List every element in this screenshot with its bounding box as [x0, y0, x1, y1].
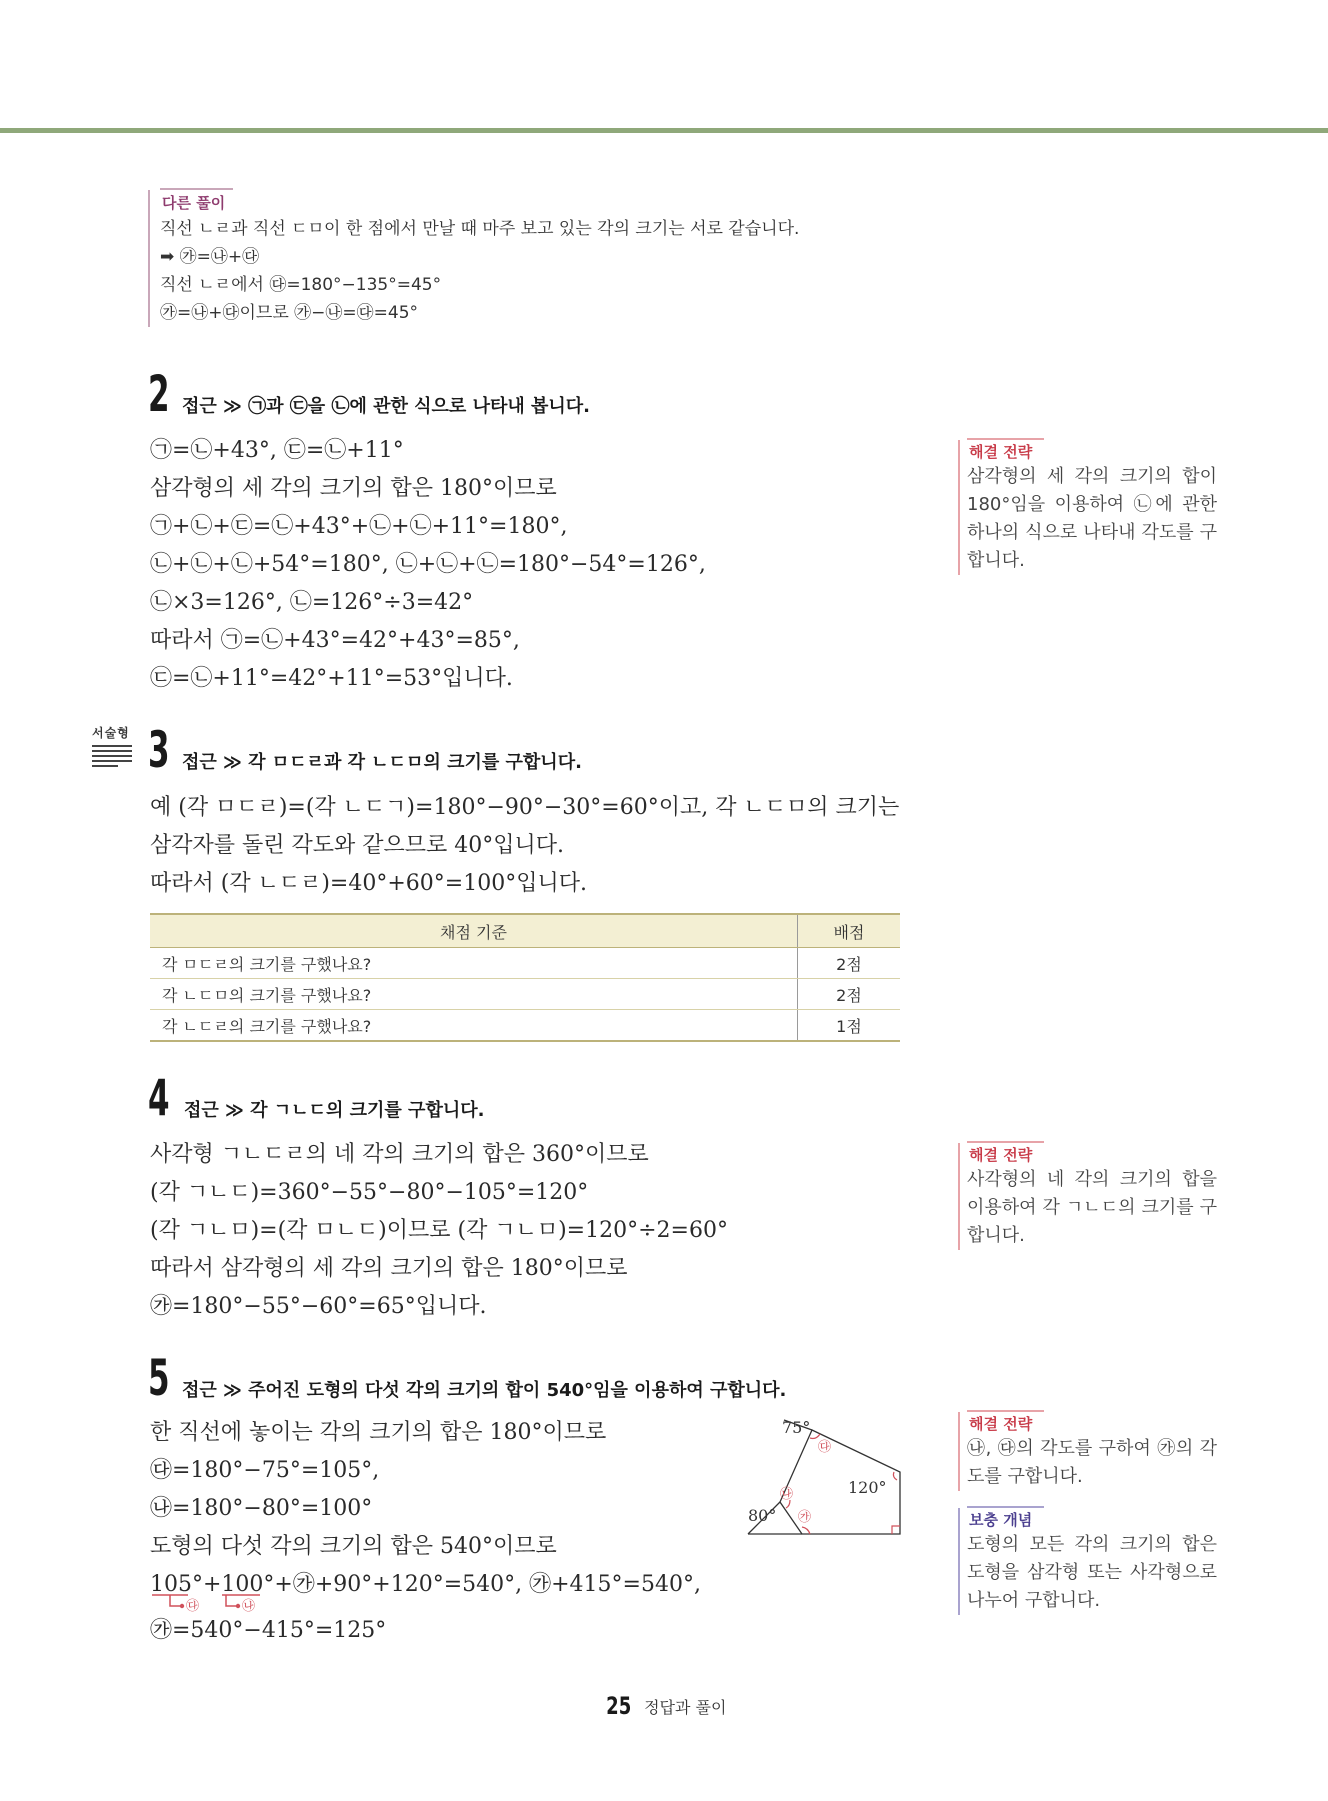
table-row [150, 979, 900, 1010]
table-row [150, 1010, 900, 1042]
section-2-line: 따라서 ㉠=㉡+43°=42°+43°=85°, [150, 628, 520, 653]
section-5-line: ㉰=180°−75°=105°, [150, 1458, 380, 1483]
section-2-title: 접근 ≫ ㉠과 ㉢을 ㉡에 관한 식으로 나타내 봅니다. [182, 396, 591, 417]
section-4-line: ㉮=180°−55°−60°=65°입니다. [150, 1294, 487, 1319]
concept-title: 보충 개념 [967, 1506, 1044, 1531]
section-4-strategy-box [958, 1143, 1217, 1250]
section-3-title: 접근 ≫ 각 ㅁㄷㄹ과 각 ㄴㄷㅁ의 크기를 구합니다. [182, 752, 582, 773]
section-5-line: 한 직선에 놓이는 각의 크기의 합은 180°이므로 [150, 1420, 607, 1445]
strategy-body: 삼각형의 세 각의 크기의 합이 180°임을 이용하여 ㉡에 관한 하나의 식으로 나타내 각도를 구합니다. [967, 466, 1217, 571]
section-5-strategy-box [958, 1412, 1217, 1491]
section-3-line: 삼각자를 돌린 각도와 같으므로 40°입니다. [150, 833, 564, 858]
header-points: 배점 [798, 914, 901, 948]
header-criteria: 채점 기준 [150, 914, 798, 948]
section-4-title: 접근 ≫ 각 ㄱㄴㄷ의 크기를 구합니다. [184, 1100, 485, 1121]
section-4-line: 사각형 ㄱㄴㄷㄹ의 네 각의 크기의 합은 360°이므로 [150, 1142, 649, 1167]
alt-solution-line: ➡ ㉮=㉯+㉰ [160, 247, 260, 267]
angle-label-75: 75° [782, 1418, 811, 1437]
points-cell: 1점 [798, 1010, 901, 1042]
section-5-concept-box [958, 1508, 1217, 1615]
strategy-body: ㉯, ㉰의 각도를 구하여 ㉮의 각도를 구합니다. [967, 1438, 1217, 1487]
section-5-line: 105°+100°+㉮+90°+120°=540°, ㉮+415°=540°, [150, 1572, 701, 1597]
angle-mark-na: ㉯ [780, 1487, 794, 1502]
alt-solution-box [148, 190, 900, 327]
table-row [150, 948, 900, 979]
angle-label-120: 120° [848, 1478, 887, 1497]
section-5-title: 접근 ≫ 주어진 도형의 다섯 각의 크기의 합이 540°임을 이용하여 구합니다. [182, 1380, 787, 1401]
section-4-number: 4 [148, 1069, 170, 1127]
alt-solution-line: 직선 ㄴㄹ과 직선 ㄷㅁ이 한 점에서 만날 때 마주 보고 있는 각의 크기는 서로 같습니다. [160, 219, 800, 239]
section-3-line: 따라서 (각 ㄴㄷㄹ)=40°+60°=100°입니다. [150, 871, 587, 896]
strategy-title: 해결 전략 [967, 438, 1044, 463]
page-number: 25 [605, 1692, 631, 1720]
section-3-line: 예 (각 ㅁㄷㄹ)=(각 ㄴㄷㄱ)=180°−90°−30°=60°이고, 각 ㄴㄷㅁ의 크기는 [150, 795, 900, 820]
alt-solution-line: 직선 ㄴㄹ에서 ㉰=180°−135°=45° [160, 275, 442, 295]
section-2-line: ㉠+㉡+㉢=㉡+43°+㉡+㉡+11°=180°, [150, 514, 568, 539]
descriptive-badge-label: 서술형 [92, 726, 130, 740]
section-2-line: 삼각형의 세 각의 크기의 합은 180°이므로 [150, 476, 557, 501]
section-2-number: 2 [148, 365, 170, 423]
descriptive-badge [92, 724, 136, 770]
section-5-line: ㉮=540°−415°=125° [150, 1618, 387, 1643]
angle-mark-ga: ㉮ [798, 1510, 812, 1525]
section-4-line: (각 ㄱㄴㄷ)=360°−55°−80°−105°=120° [150, 1180, 589, 1205]
angle-mark-da: ㉰ [818, 1440, 832, 1455]
section-5-number: 5 [148, 1349, 170, 1407]
under-mark-arrows [150, 1594, 290, 1616]
lines-icon [92, 745, 136, 767]
under-mark-label: ㉰ [186, 1599, 200, 1614]
section-4-line: (각 ㄱㄴㅁ)=(각 ㅁㄴㄷ)이므로 (각 ㄱㄴㅁ)=120°÷2=60° [150, 1218, 728, 1243]
points-cell: 2점 [798, 948, 901, 979]
criteria-cell: 각 ㅁㄷㄹ의 크기를 구했나요? [150, 948, 798, 979]
section-4-line: 따라서 삼각형의 세 각의 크기의 합은 180°이므로 [150, 1256, 628, 1281]
table-header-row [150, 914, 900, 948]
section-2-line: ㉡×3=126°, ㉡=126°÷3=42° [150, 590, 474, 615]
section-2-strategy-box [958, 440, 1217, 575]
strategy-title: 해결 전략 [967, 1141, 1044, 1166]
points-cell: 2점 [798, 979, 901, 1010]
top-rule [0, 128, 1328, 133]
strategy-title: 해결 전략 [967, 1410, 1044, 1435]
section-5-line: ㉯=180°−80°=100° [150, 1496, 373, 1521]
section-2-line: ㉠=㉡+43°, ㉢=㉡+11° [150, 438, 404, 463]
strategy-body: 사각형의 네 각의 크기의 합을 이용하여 각 ㄱㄴㄷ의 크기를 구합니다. [967, 1169, 1217, 1246]
scoring-table [150, 913, 900, 1042]
section-2-line: ㉡+㉡+㉡+54°=180°, ㉡+㉡+㉡=180°−54°=126°, [150, 552, 706, 577]
alt-solution-title: 다른 풀이 [160, 188, 233, 215]
section-3-number: 3 [148, 721, 170, 779]
alt-solution-line: ㉮=㉯+㉰이므로 ㉮−㉯=㉰=45° [160, 303, 419, 323]
page-footer [0, 1692, 1328, 1720]
criteria-cell: 각 ㄴㄷㅁ의 크기를 구했나요? [150, 979, 798, 1010]
angle-label-80: 80° [748, 1506, 777, 1525]
criteria-cell: 각 ㄴㄷㄹ의 크기를 구했나요? [150, 1010, 798, 1042]
section-2-line: ㉢=㉡+11°=42°+11°=53°입니다. [150, 666, 513, 691]
under-mark-label: ㉯ [242, 1599, 256, 1614]
concept-body: 도형의 모든 각의 크기의 합은 도형을 삼각형 또는 사각형으로 나누어 구합니다. [967, 1534, 1217, 1611]
footer-label: 정답과 풀이 [644, 1697, 727, 1717]
section-5-line: 도형의 다섯 각의 크기의 합은 540°이므로 [150, 1534, 557, 1559]
